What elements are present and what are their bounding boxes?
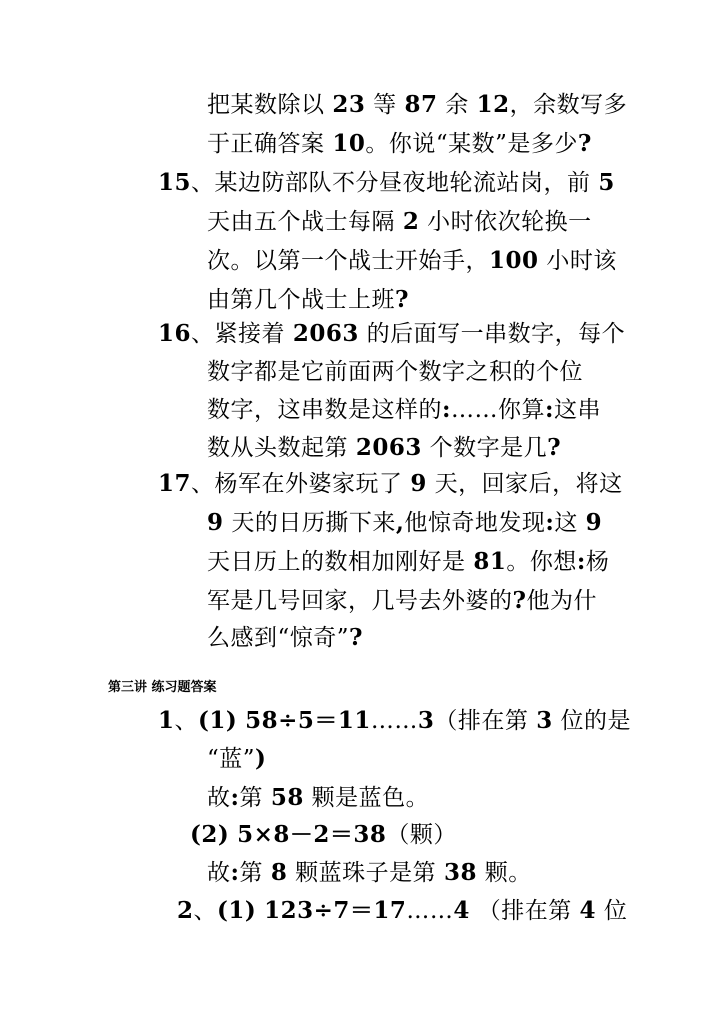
answer-1-line-5: 故:第 8 颗蓝珠子是第 38 颗。 bbox=[207, 859, 532, 886]
problem-16-line-4: 数从头数起第 2063 个数字是几? bbox=[207, 434, 562, 461]
answer-1-line-2: “蓝”) bbox=[207, 745, 267, 772]
problem-15-line-4: 由第几个战士上班? bbox=[207, 286, 409, 313]
problem-17-line-3: 天日历上的数相加刚好是 81。你想:杨 bbox=[207, 548, 610, 575]
answer-1-line-3: 故:第 58 颗是蓝色。 bbox=[207, 784, 430, 811]
problem-15-line-2: 天由五个战士每隔 2 小时依次轮换一 bbox=[207, 208, 592, 235]
problem-15-line-1: 15、某边防部队不分昼夜地轮流站岗，前 5 bbox=[158, 169, 615, 196]
answer-2-line-1: 2、(1) 123÷7＝17……4 （排在第 4 位 bbox=[177, 897, 628, 924]
answer-1-line-1: 1、(1) 58÷5＝11……3（排在第 3 位的是 bbox=[158, 707, 632, 734]
problem-14-line-2: 于正确答案 10。你说“某数”是多少? bbox=[207, 130, 592, 157]
problem-17-line-1: 17、杨军在外婆家玩了 9 天，回家后，将这 bbox=[158, 470, 623, 497]
problem-16-line-1: 16、紧接着 2063 的后面写一串数字，每个 bbox=[158, 320, 626, 347]
problem-17-line-2: 9 天的日历撕下来,他惊奇地发现:这 9 bbox=[207, 509, 603, 536]
answer-1-line-4: (2) 5×8－2＝38（颗） bbox=[190, 821, 457, 848]
problem-14-line-1: 把某数除以 23 等 87 余 12，余数写多 bbox=[207, 91, 628, 118]
problem-16-line-2: 数字都是它前面两个数字之积的个位 bbox=[207, 359, 583, 385]
problem-15-line-3: 次。以第一个战士开始手，100 小时该 bbox=[207, 247, 617, 274]
problem-17-line-4: 军是几号回家，几号去外婆的?他为什 bbox=[207, 587, 597, 614]
problem-17-line-5: 么感到“惊奇”? bbox=[207, 624, 364, 651]
problem-16-line-3: 数字，这串数是这样的:……你算:这串 bbox=[207, 396, 601, 423]
answers-section-heading: 第三讲 练习题答案 bbox=[108, 680, 217, 695]
